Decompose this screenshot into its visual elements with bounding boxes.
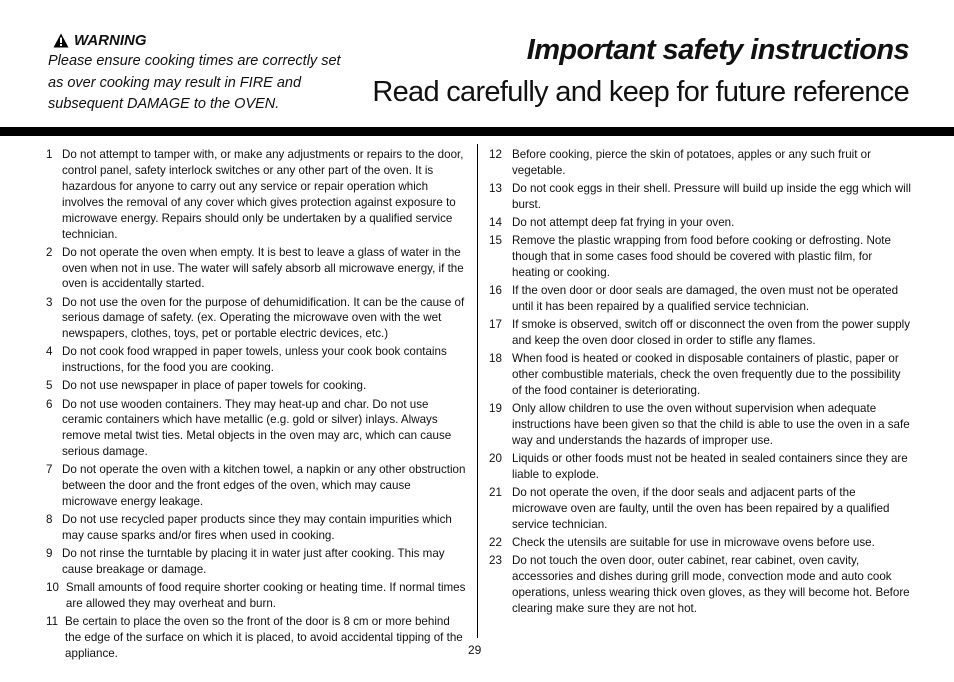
item-text: Do not operate the oven when empty. It is best to leave a glass of water in the oven when not in use. The water will safely absorb all microwave energy, if the oven is accidentally started. [62, 245, 464, 291]
item-text: Do not attempt to tamper with, or make any adjustments or repairs to the door, control panel, safety interlock switches or any other part of the oven. It is hazardous for anyone to carry out any service or repair operation which involves the removal of any cover which gives protection against exposure to microwave energy. Repairs should only be undertaken by a qualified service technician. [62, 148, 464, 241]
list-item [489, 401, 913, 449]
page-subtitle: Read carefully and keep for future reference [372, 76, 909, 108]
list-item [489, 215, 913, 231]
column-divider [477, 144, 478, 638]
item-text: Do not cook food wrapped in paper towels, unless your cook book contains instructions, for the food you are cooking. [62, 345, 447, 375]
list-item [46, 378, 468, 394]
item-text: Do not cook eggs in their shell. Pressure will build up inside the egg which will burst. [512, 182, 911, 211]
item-text: If the oven door or door seals are damaged, the oven must not be operated until it has been repaired by a qualified service technician. [512, 284, 899, 313]
item-number: 1 [46, 148, 53, 161]
list-item [46, 580, 468, 612]
item-text: Do not touch the oven door, outer cabinet, rear cabinet, oven cavity, accessories and dishes during grill mode, convection mode and auto cook operations, unless wearing thick oven gloves, as they will become hot. Before clearing make sure they are not hot. [512, 553, 910, 615]
item-number: 22 [489, 535, 502, 549]
item-number: 4 [46, 345, 53, 359]
right-column [489, 147, 913, 619]
list-item [46, 295, 468, 343]
left-column [46, 147, 468, 664]
list-item [489, 181, 913, 213]
item-number: 6 [46, 397, 53, 411]
item-number: 21 [489, 485, 502, 499]
item-text: Remove the plastic wrapping from food before cooking or defrosting. Note though that in some cases food should be covered with plastic film, for heating or cooking. [512, 234, 891, 279]
item-text: Do not use newspaper in place of paper towels for cooking. [62, 379, 367, 393]
item-number: 9 [46, 547, 53, 561]
item-text: Before cooking, pierce the skin of potatoes, apples or any such fruit or vegetable. [512, 148, 871, 177]
item-text: Liquids or other foods must not be heated in sealed containers since they are liable to explode. [512, 451, 908, 481]
item-text: Check the utensils are suitable for use in microwave ovens before use. [512, 535, 875, 549]
warning-triangle-icon [53, 33, 69, 48]
warning-heading: WARNING [74, 32, 147, 49]
item-number: 15 [489, 234, 502, 248]
list-item [46, 245, 468, 293]
header-rule [0, 127, 954, 136]
list-item [489, 553, 913, 617]
page-title: Important safety instructions [526, 34, 909, 66]
item-text: Do not use wooden containers. They may heat-up and char. Do not use ceramic containers which have metallic (e.g. gold or silver) inlays. Always remove metal twist ties. Metal objects in the oven may arc, which can cause serious damage. [62, 397, 452, 459]
warning-block [48, 32, 348, 116]
item-number: 16 [489, 284, 502, 297]
item-number: 18 [489, 352, 502, 365]
list-item [489, 317, 913, 349]
list-item [46, 546, 468, 578]
list-item [489, 233, 913, 281]
list-item [46, 614, 468, 662]
item-text: When food is heated or cooked in disposable containers of plastic, paper or other combustible materials, check the oven frequently due to the possibility of the food container is deteriorating. [512, 352, 901, 397]
item-number: 5 [46, 379, 53, 393]
warning-text: Please ensure cooking times are correctly set as over cooking may result in FIRE and subsequent DAMAGE to the OVEN. [48, 53, 341, 112]
list-item [46, 147, 468, 242]
warning-heading-row [53, 32, 348, 49]
list-item [489, 147, 913, 179]
item-number: 14 [489, 216, 502, 229]
item-text: Do not operate the oven with a kitchen towel, a napkin or any other obstruction between the door and the front edges of the oven, which may cause microwave energy leakage. [62, 463, 466, 509]
item-text: Do not operate the oven, if the door seals and adjacent parts of the microwave oven are faulty, until the oven has been repaired by a qualified service technician. [512, 485, 890, 531]
item-text: Do not attempt deep fat frying in your oven. [512, 216, 735, 229]
item-number: 7 [46, 463, 53, 477]
item-number: 10 [46, 581, 59, 595]
item-text: Do not use the oven for the purpose of dehumidification. It can be the cause of serious damage of safety. (ex. Operating the microwave oven with the wet newspapers, clothes, toys, pet or portable electric devices, etc.) [62, 295, 465, 341]
list-item [489, 535, 913, 551]
list-item [489, 485, 913, 533]
item-number: 12 [489, 148, 502, 161]
item-number: 13 [489, 182, 502, 195]
item-text: Small amounts of food require shorter cooking or heating time. If normal times are allowed they may overheat and burn. [65, 581, 466, 611]
list-item [46, 397, 468, 461]
item-text: Be certain to place the oven so the front of the door is 8 cm or more behind the edge of the surface on which it is placed, to avoid accidental tipping of the appliance. [65, 615, 463, 661]
list-item [489, 451, 913, 483]
item-text: Do not rinse the turntable by placing it in water just after cooking. This may cause breakage or damage. [62, 547, 445, 577]
item-text: If smoke is observed, switch off or disconnect the oven from the power supply and keep the oven door closed in order to stifle any flames. [512, 318, 911, 347]
list-item [489, 283, 913, 315]
list-item [46, 344, 468, 376]
list-item [489, 351, 913, 399]
list-item [46, 512, 468, 544]
item-number: 20 [489, 451, 502, 465]
item-number: 17 [489, 318, 502, 331]
item-number: 2 [46, 245, 53, 259]
item-number: 19 [489, 401, 502, 415]
list-item [46, 462, 468, 510]
item-text: Do not use recycled paper products since they may contain impurities which may cause sparks and/or fires when used in cooking. [62, 513, 452, 543]
item-number: 3 [46, 295, 53, 309]
item-text: Only allow children to use the oven without supervision when adequate instructions have been given so that the child is able to use the oven in a safe way and understands the hazards of improper use. [512, 401, 910, 447]
item-number: 23 [489, 553, 502, 567]
item-number: 11 [46, 615, 59, 629]
page-number: 29 [468, 643, 482, 657]
item-number: 8 [46, 513, 53, 527]
